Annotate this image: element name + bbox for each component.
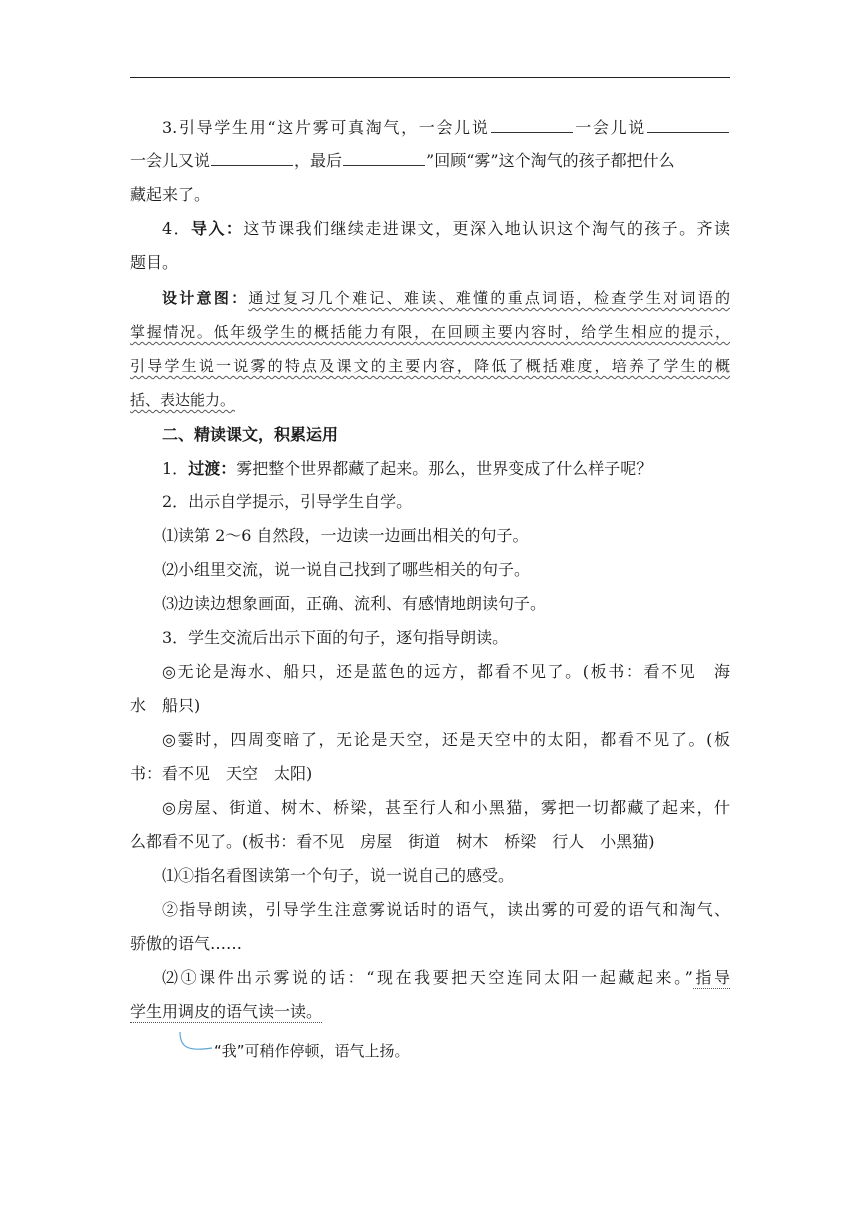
para-3-line-3: 藏起来了。 <box>130 185 211 204</box>
fill-blank-4 <box>343 151 425 166</box>
fill-blank-2 <box>647 118 729 133</box>
fill-blank-3 <box>211 151 293 166</box>
hint-1: ⑴读第 2～6 自然段，一边读一边画出相关的句子。 <box>162 526 529 545</box>
para-4-line-2: 题目。 <box>130 253 179 272</box>
quote-3-line-2: 么都看不见了。(板书：看不见 房屋 街道 树木 桥梁 行人 小黑猫) <box>130 832 655 851</box>
hint-2: ⑵小组里交流，说一说自己找到了哪些相关的句子。 <box>162 560 531 579</box>
annotation-pointer-icon <box>176 1030 216 1056</box>
transition-label: 过渡： <box>188 459 237 478</box>
step-3: 3．学生交流后出示下面的句子，逐句指导朗读。 <box>162 628 509 647</box>
intro-label: 导入： <box>191 219 244 238</box>
step-2: 2．出示自学提示，引导学生自学。 <box>162 492 413 511</box>
quote-1-line-1: ◎无论是海水、船只，还是蓝色的远方，都看不见了。(板书：看不见 海 <box>162 662 730 681</box>
para-3-line-2: 一会儿又说 ，最后 ”回顾“雾”这个淘气的孩子都把什么 <box>130 151 675 170</box>
guide-1: ⑴①指名看图读第一个句子，说一说自己的感受。 <box>162 866 515 885</box>
quote-1-line-2: 水 船只) <box>130 696 201 715</box>
fill-blank-1 <box>491 118 573 133</box>
design-intent-line-2: 掌握情况。低年级学生的概括能力有限，在回顾主要内容时，给学生相应的提示， <box>130 323 730 341</box>
para-3-line-1: 3.引导学生用“这片雾可真淘气，一会儿说 一会儿说 <box>162 118 730 138</box>
step-1: 1．过渡：雾把整个世界都藏了起来。那么，世界变成了什么样子呢？ <box>162 459 653 478</box>
para-4-line-1: 4．导入：这节课我们继续走进课文，更深入地认识这个淘气的孩子。齐读 <box>162 219 730 238</box>
design-intent-label: 设计意图： <box>162 289 249 307</box>
quote-3-line-1: ◎房屋、街道、树木、桥梁，甚至行人和小黑猫，雾把一切都藏了起来，什 <box>162 798 730 817</box>
header-rule <box>130 77 730 78</box>
design-intent-line-3: 引导学生说一说雾的特点及课文的主要内容，降低了概括难度，培养了学生的概 <box>130 357 730 375</box>
design-intent-line-1: 设计意图：通过复习几个难记、难读、难懂的重点词语，检查学生对词语的 <box>162 289 730 307</box>
annotation-note: “我”可稍作停顿，语气上扬。 <box>214 1042 410 1060</box>
hint-3: ⑶边读边想象画面，正确、流利、有感情地朗读句子。 <box>162 594 547 613</box>
design-intent-line-4: 括、表达能力。 <box>130 391 236 409</box>
section-heading: 二、精读课文，积累运用 <box>162 425 339 444</box>
guide-2-line-1: ②指导朗读，引导学生注意雾说话时的语气，读出雾的可爱的语气和淘气、 <box>162 900 730 919</box>
quote-2-line-2: 书：看不见 天空 太阳) <box>130 764 313 783</box>
guide-2-line-2: 骄傲的语气…… <box>130 934 243 953</box>
quote-2-line-1: ◎霎时，四周变暗了，无论是天空，还是天空中的太阳，都看不见了。(板 <box>162 730 730 749</box>
guide-3-line-2: 学生用调皮的语气读一读。 <box>130 1002 323 1021</box>
guide-3-line-1: ⑵①课件出示雾说的话：“现在我要把天空连同太阳一起藏起来。”指导 <box>162 968 730 987</box>
